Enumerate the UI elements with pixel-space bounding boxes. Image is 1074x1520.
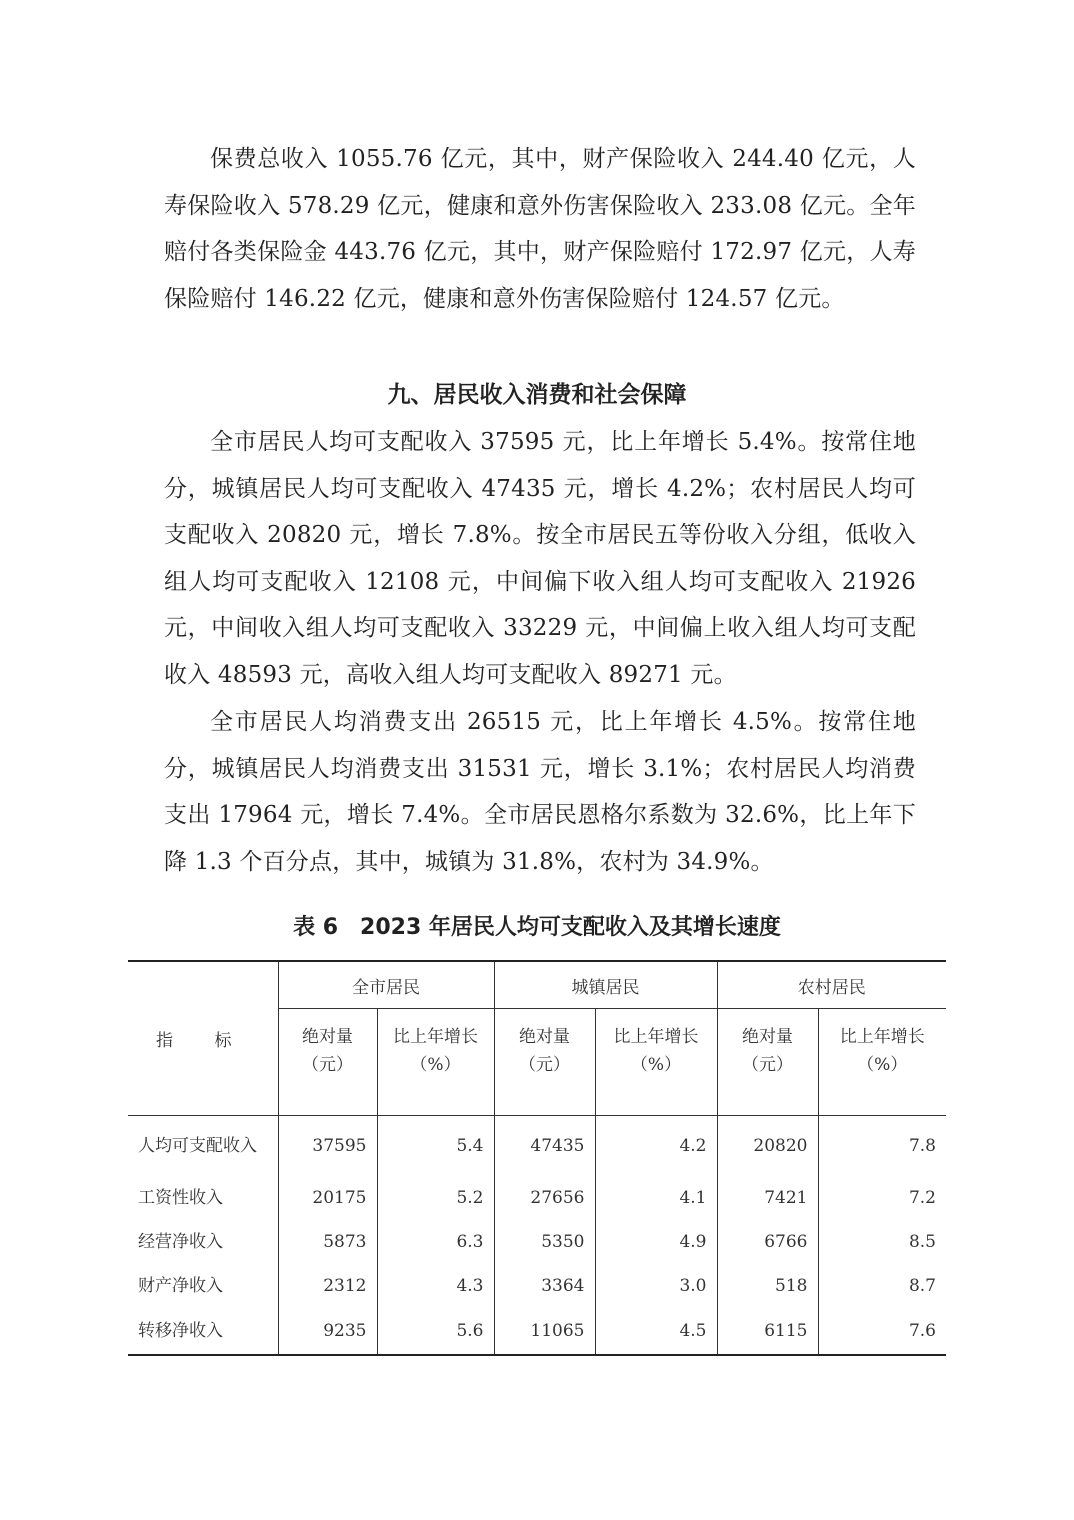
abs-header: 绝对量 （元） — [717, 1009, 818, 1116]
consumption-paragraph: 全市居民人均消费支出 26515 元，比上年增长 4.5%。按常住地分，城镇居民人均消费支出 31531 元，增长 3.1%；农村居民人均消费支出 17964 元，增长 7.4%。全市居民恩格尔系数为 32.6%，比上年下降 1.3 个百分点，其中，城镇为 31.8%，农村为 34.9%。 — [164, 709, 916, 875]
abs-header: 绝对量 （元） — [494, 1009, 595, 1116]
table-cell: 4.2 — [595, 1116, 717, 1177]
table-cell: 2312 — [278, 1264, 377, 1308]
table-row — [128, 1116, 946, 1177]
table-cell: 3364 — [494, 1264, 595, 1308]
table-cell: 8.7 — [818, 1264, 946, 1308]
table-cell: 27656 — [494, 1176, 595, 1220]
table-cell: 3.0 — [595, 1264, 717, 1308]
group-header-city: 全市居民 — [278, 961, 494, 1009]
table-cell: 5.6 — [377, 1308, 494, 1355]
abs-header: 绝对量 （元） — [278, 1009, 377, 1116]
table-cell: 5350 — [494, 1220, 595, 1264]
row-label: 人均可支配收入 — [138, 1136, 257, 1156]
group-header-rural: 农村居民 — [717, 961, 946, 1009]
income-table — [128, 960, 946, 1356]
table-cell: 11065 — [494, 1308, 595, 1355]
table-cell: 5.4 — [377, 1116, 494, 1177]
row-label: 工资性收入 — [138, 1188, 223, 1208]
table-cell: 7421 — [717, 1176, 818, 1220]
insurance-paragraph: 保费总收入 1055.76 亿元，其中，财产保险收入 244.40 亿元，人寿保险收入 578.29 亿元，健康和意外伤害保险收入 233.08 亿元。全年赔付各类保险金 443.76 亿元，其中，财产保险赔付 172.97 亿元，人寿保险赔付 146.22 亿元，健康和意外伤害保险赔付 124.57 亿元。 — [164, 146, 916, 312]
table-cell: 7.6 — [818, 1308, 946, 1355]
table-cell: 6766 — [717, 1220, 818, 1264]
table-cell: 20175 — [278, 1176, 377, 1220]
table-cell: 6115 — [717, 1308, 818, 1355]
table-cell: 5873 — [278, 1220, 377, 1264]
table-cell: 5.2 — [377, 1176, 494, 1220]
section-title: 九、居民收入消费和社会保障 — [387, 382, 687, 408]
row-label: 财产净收入 — [138, 1276, 223, 1296]
table-cell: 4.3 — [377, 1264, 494, 1308]
row-label: 转移净收入 — [138, 1321, 223, 1341]
table-cell: 7.2 — [818, 1176, 946, 1220]
growth-header: 比上年增长 （%） — [595, 1009, 717, 1116]
table-cell: 4.9 — [595, 1220, 717, 1264]
table-cell: 9235 — [278, 1308, 377, 1355]
row-label: 经营净收入 — [138, 1232, 223, 1252]
table-cell: 20820 — [717, 1116, 818, 1177]
table-cell: 7.8 — [818, 1116, 946, 1177]
table-cell: 47435 — [494, 1116, 595, 1177]
table-cell: 4.1 — [595, 1176, 717, 1220]
table-row — [128, 1308, 946, 1355]
table-cell: 37595 — [278, 1116, 377, 1177]
indicator-header: 指 标 — [128, 961, 278, 1116]
income-paragraph: 全市居民人均可支配收入 37595 元，比上年增长 5.4%。按常住地分，城镇居民人均可支配收入 47435 元，增长 4.2%；农村居民人均可支配收入 20820 元，增长 7.8%。按全市居民五等份收入分组，低收入组人均可支配收入 12108 元，中间偏下收入组人均可支配收入 21926 元，中间收入组人均可支配收入 33229 元，中间偏上收入组人均可支配收入 48593 元，高收入组人均可支配收入 89271 元。 — [164, 429, 916, 688]
growth-header: 比上年增长 （%） — [818, 1009, 946, 1116]
table-row — [128, 1176, 946, 1220]
table-title: 表 6 2023 年居民人均可支配收入及其增长速度 — [293, 915, 781, 940]
table-cell: 6.3 — [377, 1220, 494, 1264]
growth-header: 比上年增长 （%） — [377, 1009, 494, 1116]
table-cell: 4.5 — [595, 1308, 717, 1355]
group-header-urban: 城镇居民 — [494, 961, 717, 1009]
table-row — [128, 1264, 946, 1308]
table-cell: 518 — [717, 1264, 818, 1308]
table-cell: 8.5 — [818, 1220, 946, 1264]
table-row — [128, 1220, 946, 1264]
